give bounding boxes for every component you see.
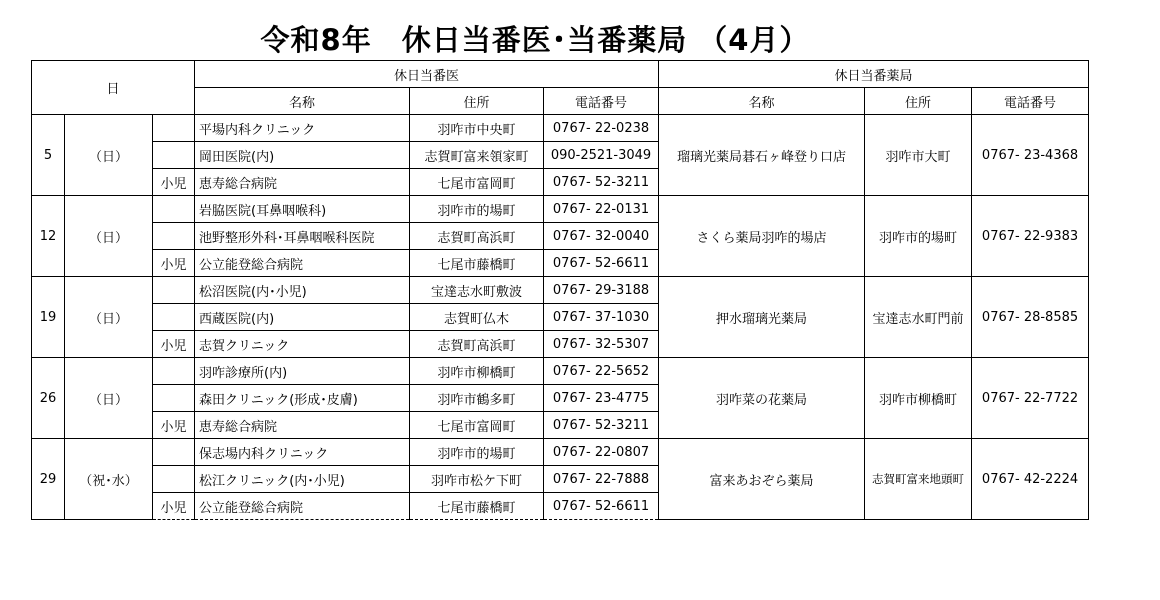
doctor-tag [153,439,195,466]
header-doctor-address: 住所 [410,88,544,115]
pharmacy-name: 押水瑠璃光薬局 [659,277,865,358]
doctor-phone: 0767- 32-0040 [544,223,659,250]
day-date: 19 [32,277,65,358]
day-weekday: （祝･水） [65,439,153,520]
doctor-phone: 0767- 37-1030 [544,304,659,331]
doctor-tag: 小児 [153,412,195,439]
doctor-address: 志賀町仏木 [410,304,544,331]
pharmacy-address: 羽咋市大町 [865,115,972,196]
doctor-address: 志賀町高浜町 [410,331,544,358]
doctor-address: 七尾市藤橋町 [410,250,544,277]
table-row [32,277,1089,304]
doctor-address: 七尾市藤橋町 [410,493,544,520]
doctor-name: 羽咋診療所(内) [195,358,410,385]
doctor-name: 森田クリニック(形成･皮膚) [195,385,410,412]
pharmacy-phone: 0767- 23-4368 [972,115,1089,196]
doctor-tag [153,277,195,304]
header-doctor-name: 名称 [195,88,410,115]
pharmacy-phone: 0767- 42-2224 [972,439,1089,520]
day-weekday: （日） [65,277,153,358]
doctor-tag [153,223,195,250]
doctor-tag [153,304,195,331]
doctor-address: 羽咋市的場町 [410,439,544,466]
doctor-name: 松江クリニック(内･小児) [195,466,410,493]
doctor-address: 羽咋市柳橋町 [410,358,544,385]
doctor-address: 志賀町高浜町 [410,223,544,250]
doctor-phone: 0767- 32-5307 [544,331,659,358]
doctor-tag [153,358,195,385]
pharmacy-phone: 0767- 22-9383 [972,196,1089,277]
pharmacy-address: 志賀町富来地頭町 [865,439,972,520]
pharmacy-phone: 0767- 28-8585 [972,277,1089,358]
pharmacy-name: 富来あおぞら薬局 [659,439,865,520]
doctor-phone: 0767- 52-3211 [544,412,659,439]
day-date: 26 [32,358,65,439]
doctor-tag [153,115,195,142]
pharmacy-name: 羽咋菜の花薬局 [659,358,865,439]
duty-schedule-table [31,60,1089,520]
doctor-phone: 0767- 52-6611 [544,493,659,520]
table-row [32,115,1089,142]
header-pharmacy-name: 名称 [659,88,865,115]
doctor-name: 恵寿総合病院 [195,169,410,196]
pharmacy-name: さくら薬局羽咋的場店 [659,196,865,277]
page-title: 令和8年 休日当番医･当番薬局 （4月） [260,23,810,57]
doctor-phone: 0767- 22-5652 [544,358,659,385]
header-doctor-group: 休日当番医 [195,61,659,88]
pharmacy-address: 羽咋市的場町 [865,196,972,277]
doctor-address: 宝達志水町敷波 [410,277,544,304]
doctor-tag [153,466,195,493]
doctor-address: 羽咋市鶴多町 [410,385,544,412]
header-pharmacy-address: 住所 [865,88,972,115]
day-date: 5 [32,115,65,196]
day-date: 12 [32,196,65,277]
doctor-phone: 0767- 22-0807 [544,439,659,466]
doctor-phone: 0767- 52-6611 [544,250,659,277]
doctor-name: 志賀クリニック [195,331,410,358]
doctor-tag [153,385,195,412]
header-pharmacy-phone: 電話番号 [972,88,1089,115]
doctor-address: 羽咋市中央町 [410,115,544,142]
table-row [32,439,1089,466]
doctor-address: 羽咋市松ケ下町 [410,466,544,493]
header-doctor-phone: 電話番号 [544,88,659,115]
doctor-tag: 小児 [153,169,195,196]
table-row [32,358,1089,385]
doctor-name: 公立能登総合病院 [195,493,410,520]
doctor-tag [153,142,195,169]
doctor-phone: 0767- 23-4775 [544,385,659,412]
doctor-phone: 0767- 22-0131 [544,196,659,223]
doctor-name: 岩脇医院(耳鼻咽喉科) [195,196,410,223]
doctor-name: 恵寿総合病院 [195,412,410,439]
doctor-name: 岡田医院(内) [195,142,410,169]
doctor-address: 志賀町富来領家町 [410,142,544,169]
doctor-address: 羽咋市的場町 [410,196,544,223]
doctor-tag: 小児 [153,250,195,277]
pharmacy-address: 羽咋市柳橋町 [865,358,972,439]
day-weekday: （日） [65,358,153,439]
day-weekday: （日） [65,196,153,277]
header-pharmacy-group: 休日当番薬局 [659,61,1089,88]
doctor-name: 平場内科クリニック [195,115,410,142]
doctor-phone: 0767- 22-0238 [544,115,659,142]
header-day: 日 [32,61,195,115]
doctor-tag [153,196,195,223]
doctor-phone: 0767- 52-3211 [544,169,659,196]
doctor-name: 池野整形外科･耳鼻咽喉科医院 [195,223,410,250]
pharmacy-phone: 0767- 22-7722 [972,358,1089,439]
day-weekday: （日） [65,115,153,196]
doctor-tag: 小児 [153,493,195,520]
pharmacy-address: 宝達志水町門前 [865,277,972,358]
doctor-address: 七尾市富岡町 [410,412,544,439]
doctor-name: 松沼医院(内･小児) [195,277,410,304]
doctor-name: 西蔵医院(内) [195,304,410,331]
pharmacy-name: 瑠璃光薬局碁石ヶ峰登り口店 [659,115,865,196]
doctor-address: 七尾市富岡町 [410,169,544,196]
doctor-tag: 小児 [153,331,195,358]
doctor-phone: 0767- 29-3188 [544,277,659,304]
day-date: 29 [32,439,65,520]
doctor-name: 公立能登総合病院 [195,250,410,277]
doctor-name: 保志場内科クリニック [195,439,410,466]
doctor-phone: 090-2521-3049 [544,142,659,169]
table-row [32,196,1089,223]
doctor-phone: 0767- 22-7888 [544,466,659,493]
